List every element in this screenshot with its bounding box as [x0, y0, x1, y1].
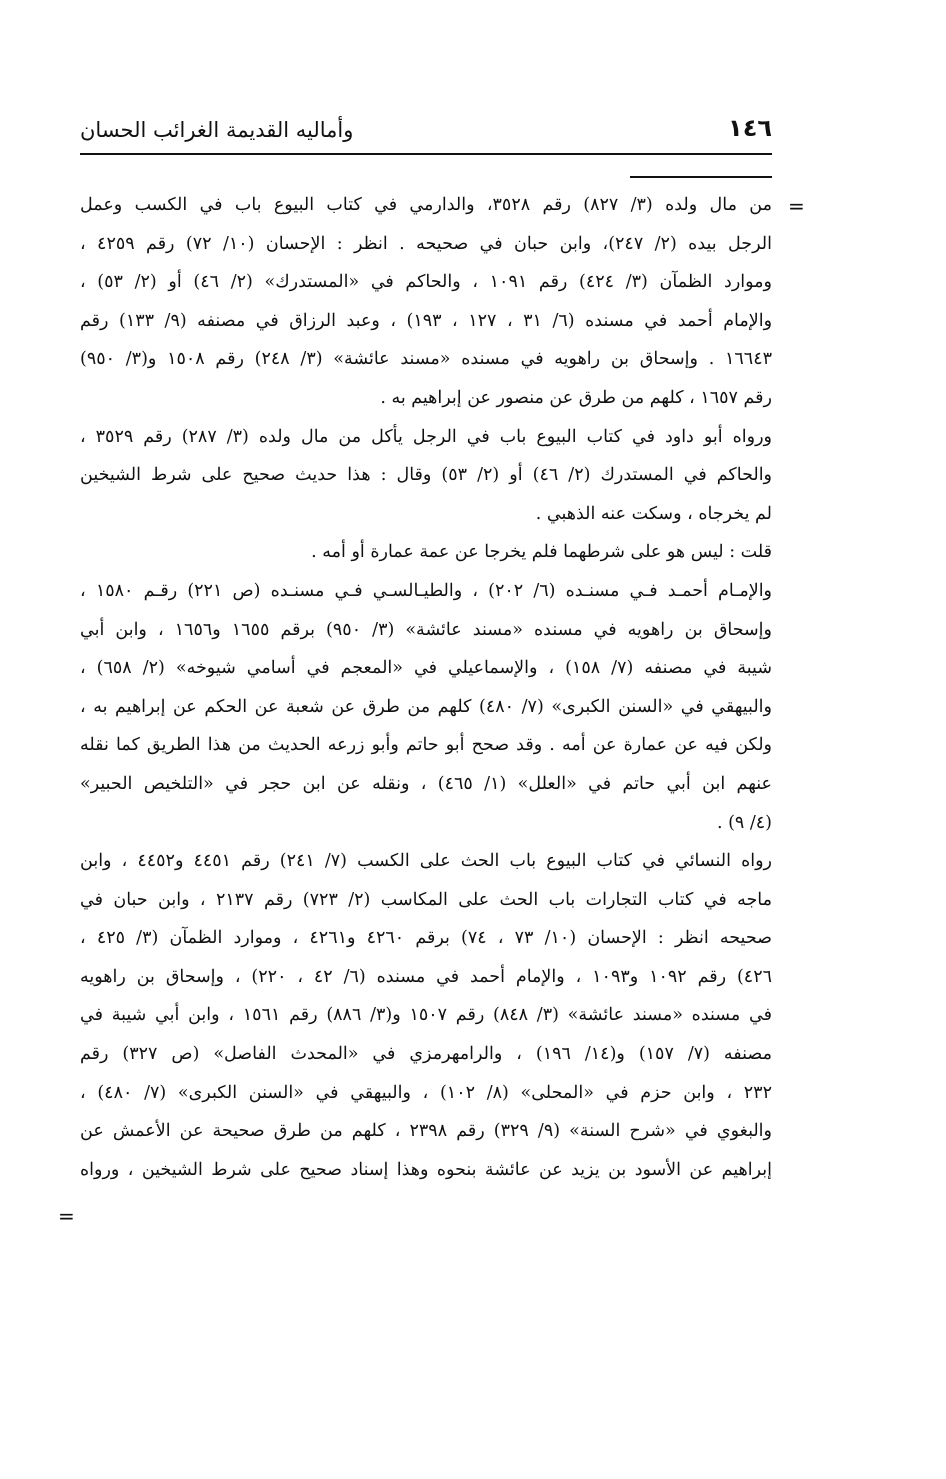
- text-line: في مسنده «مسند عائشة» (٣/ ٨٤٨) رقم ١٥٠٧ و(٣/ ٨٨٦) رقم ١٥٦١ ، وابن أبي شيبة في: [80, 1005, 772, 1026]
- text-line: قلت : ليس هو على شرطهما فلم يخرجا عن عمة عمارة أو أمه .: [311, 542, 772, 563]
- page-number: ١٤٦: [728, 114, 772, 142]
- footnote-text: [80, 186, 772, 1189]
- text-line: وموارد الظمآن (٣/ ٤٢٤) رقم ١٠٩١ ، والحاكم في «المستدرك» (٢/ ٤٦) أو (٢/ ٥٣) ،: [80, 272, 772, 293]
- text-line: من مال ولده (٣/ ٨٢٧) رقم ٣٥٢٨، والدارمي في كتاب البيوع باب في الكسب وعمل: [80, 195, 772, 215]
- running-title: وأماليه القديمة الغرائب الحسان: [80, 118, 354, 142]
- text-line: شيبة في مصنفه (٧/ ١٥٨) ، والإسماعيلي في «المعجم في أسامي شيوخه» (٢/ ٦٥٨) ،: [80, 658, 772, 679]
- text-line: رقم ١٦٥٧ ، كلهم من طرق عن منصور عن إبراهيم به .: [380, 387, 772, 408]
- continuation-mark-bottom: =: [58, 1204, 75, 1228]
- footnote-separator: [630, 176, 772, 178]
- text-line: ماجه في كتاب التجارات باب الحث على المكاسب (٢/ ٧٢٣) رقم ٢١٣٧ ، وابن حبان في: [80, 889, 772, 910]
- continuation-mark-top: =: [788, 194, 805, 218]
- text-line: (٤/ ٩) .: [716, 812, 772, 833]
- text-line: عنهم ابن أبي حاتم في «العلل» (١/ ٤٦٥) ، ونقله عن ابن حجر في «التلخيص الحبير»: [80, 773, 772, 794]
- text-line: رواه النسائي في كتاب البيوع باب الحث على الكسب (٧/ ٢٤١) رقم ٤٤٥١ و٤٤٥٢ ، وابن: [80, 851, 772, 872]
- text-line: والإمـام أحمـد فـي مسنـده (٦/ ٢٠٢) ، والطيـالسـي فـي مسنـده (ص ٢٢١) رقـم ١٥٨٠ ،: [80, 580, 772, 601]
- text-line: والإمام أحمد في مسنده (٦/ ٣١ ، ١٢٧ ، ١٩٣) ، وعبد الرزاق في مصنفه (٩/ ١٣٣) رقم: [80, 310, 772, 331]
- text-line: والحاكم في المستدرك (٢/ ٤٦) أو (٢/ ٥٣) وقال : هذا حديث صحيح على شرط الشيخين: [80, 465, 772, 486]
- text-line: والبغوي في «شرح السنة» (٩/ ٣٢٩) رقم ٢٣٩٨ ، كلهم من طرق صحيحة عن الأعمش عن: [80, 1121, 772, 1142]
- text-line: ولكن فيه عن عمارة عن أمه . وقد صحح أبو حاتم وأبو زرعه الحديث من هذا الطريق كما نقله: [80, 735, 772, 756]
- text-line: الرجل بيده (٢/ ٢٤٧)، وابن حبان في صحيحه . انظر : الإحسان (١٠/ ٧٢) رقم ٤٢٥٩ ،: [80, 233, 772, 254]
- text-line: ٤٢٦) رقم ١٠٩٢ و١٠٩٣ ، والإمام أحمد في مسنده (٦/ ٤٢ ، ٢٢٠) ، وإسحاق بن راهويه: [80, 966, 772, 987]
- text-line: ورواه أبو داود في كتاب البيوع باب في الرجل يأكل من مال ولده (٣/ ٢٨٧) رقم ٣٥٢٩ ،: [80, 426, 772, 447]
- text-line: وإسحاق بن راهويه في مسنده «مسند عائشة» (٣/ ٩٥٠) برقم ١٦٥٥ و١٦٥٦ ، وابن أبي: [80, 619, 772, 640]
- header-rule: [80, 153, 772, 155]
- text-line: إبراهيم عن الأسود بن يزيد عن عائشة بنحوه وهذا إسناد صحيح على شرط الشيخين ، ورواه: [80, 1159, 772, 1180]
- text-line: ١٦٦٤٣ . وإسحاق بن راهويه في مسنده «مسند عائشة» (٣/ ٢٤٨) رقم ١٥٠٨ و(٣/ ٩٥٠): [80, 349, 772, 370]
- text-line: صحيحه انظر : الإحسان (١٠/ ٧٣ ، ٧٤) برقم ٤٢٦٠ و٤٢٦١ ، وموارد الظمآن (٣/ ٤٢٥ ،: [80, 928, 772, 949]
- text-line: لم يخرجاه ، وسكت عنه الذهبي .: [535, 503, 772, 524]
- page-header: [80, 112, 772, 152]
- text-line: ٢٣٢ ، وابن حزم في «المحلى» (٨/ ١٠٢) ، والبيهقي في «السنن الكبرى» (٧/ ٤٨٠) ،: [80, 1082, 772, 1103]
- text-line: مصنفه (٧/ ١٥٧) و(١٤/ ١٩٦) ، والرامهرمزي في «المحدث الفاصل» (ص ٣٢٧) رقم: [80, 1044, 772, 1065]
- text-line: والبيهقي في «السنن الكبرى» (٧/ ٤٨٠) كلهم من طرق عن شعبة عن الحكم عن إبراهيم به ،: [80, 696, 772, 717]
